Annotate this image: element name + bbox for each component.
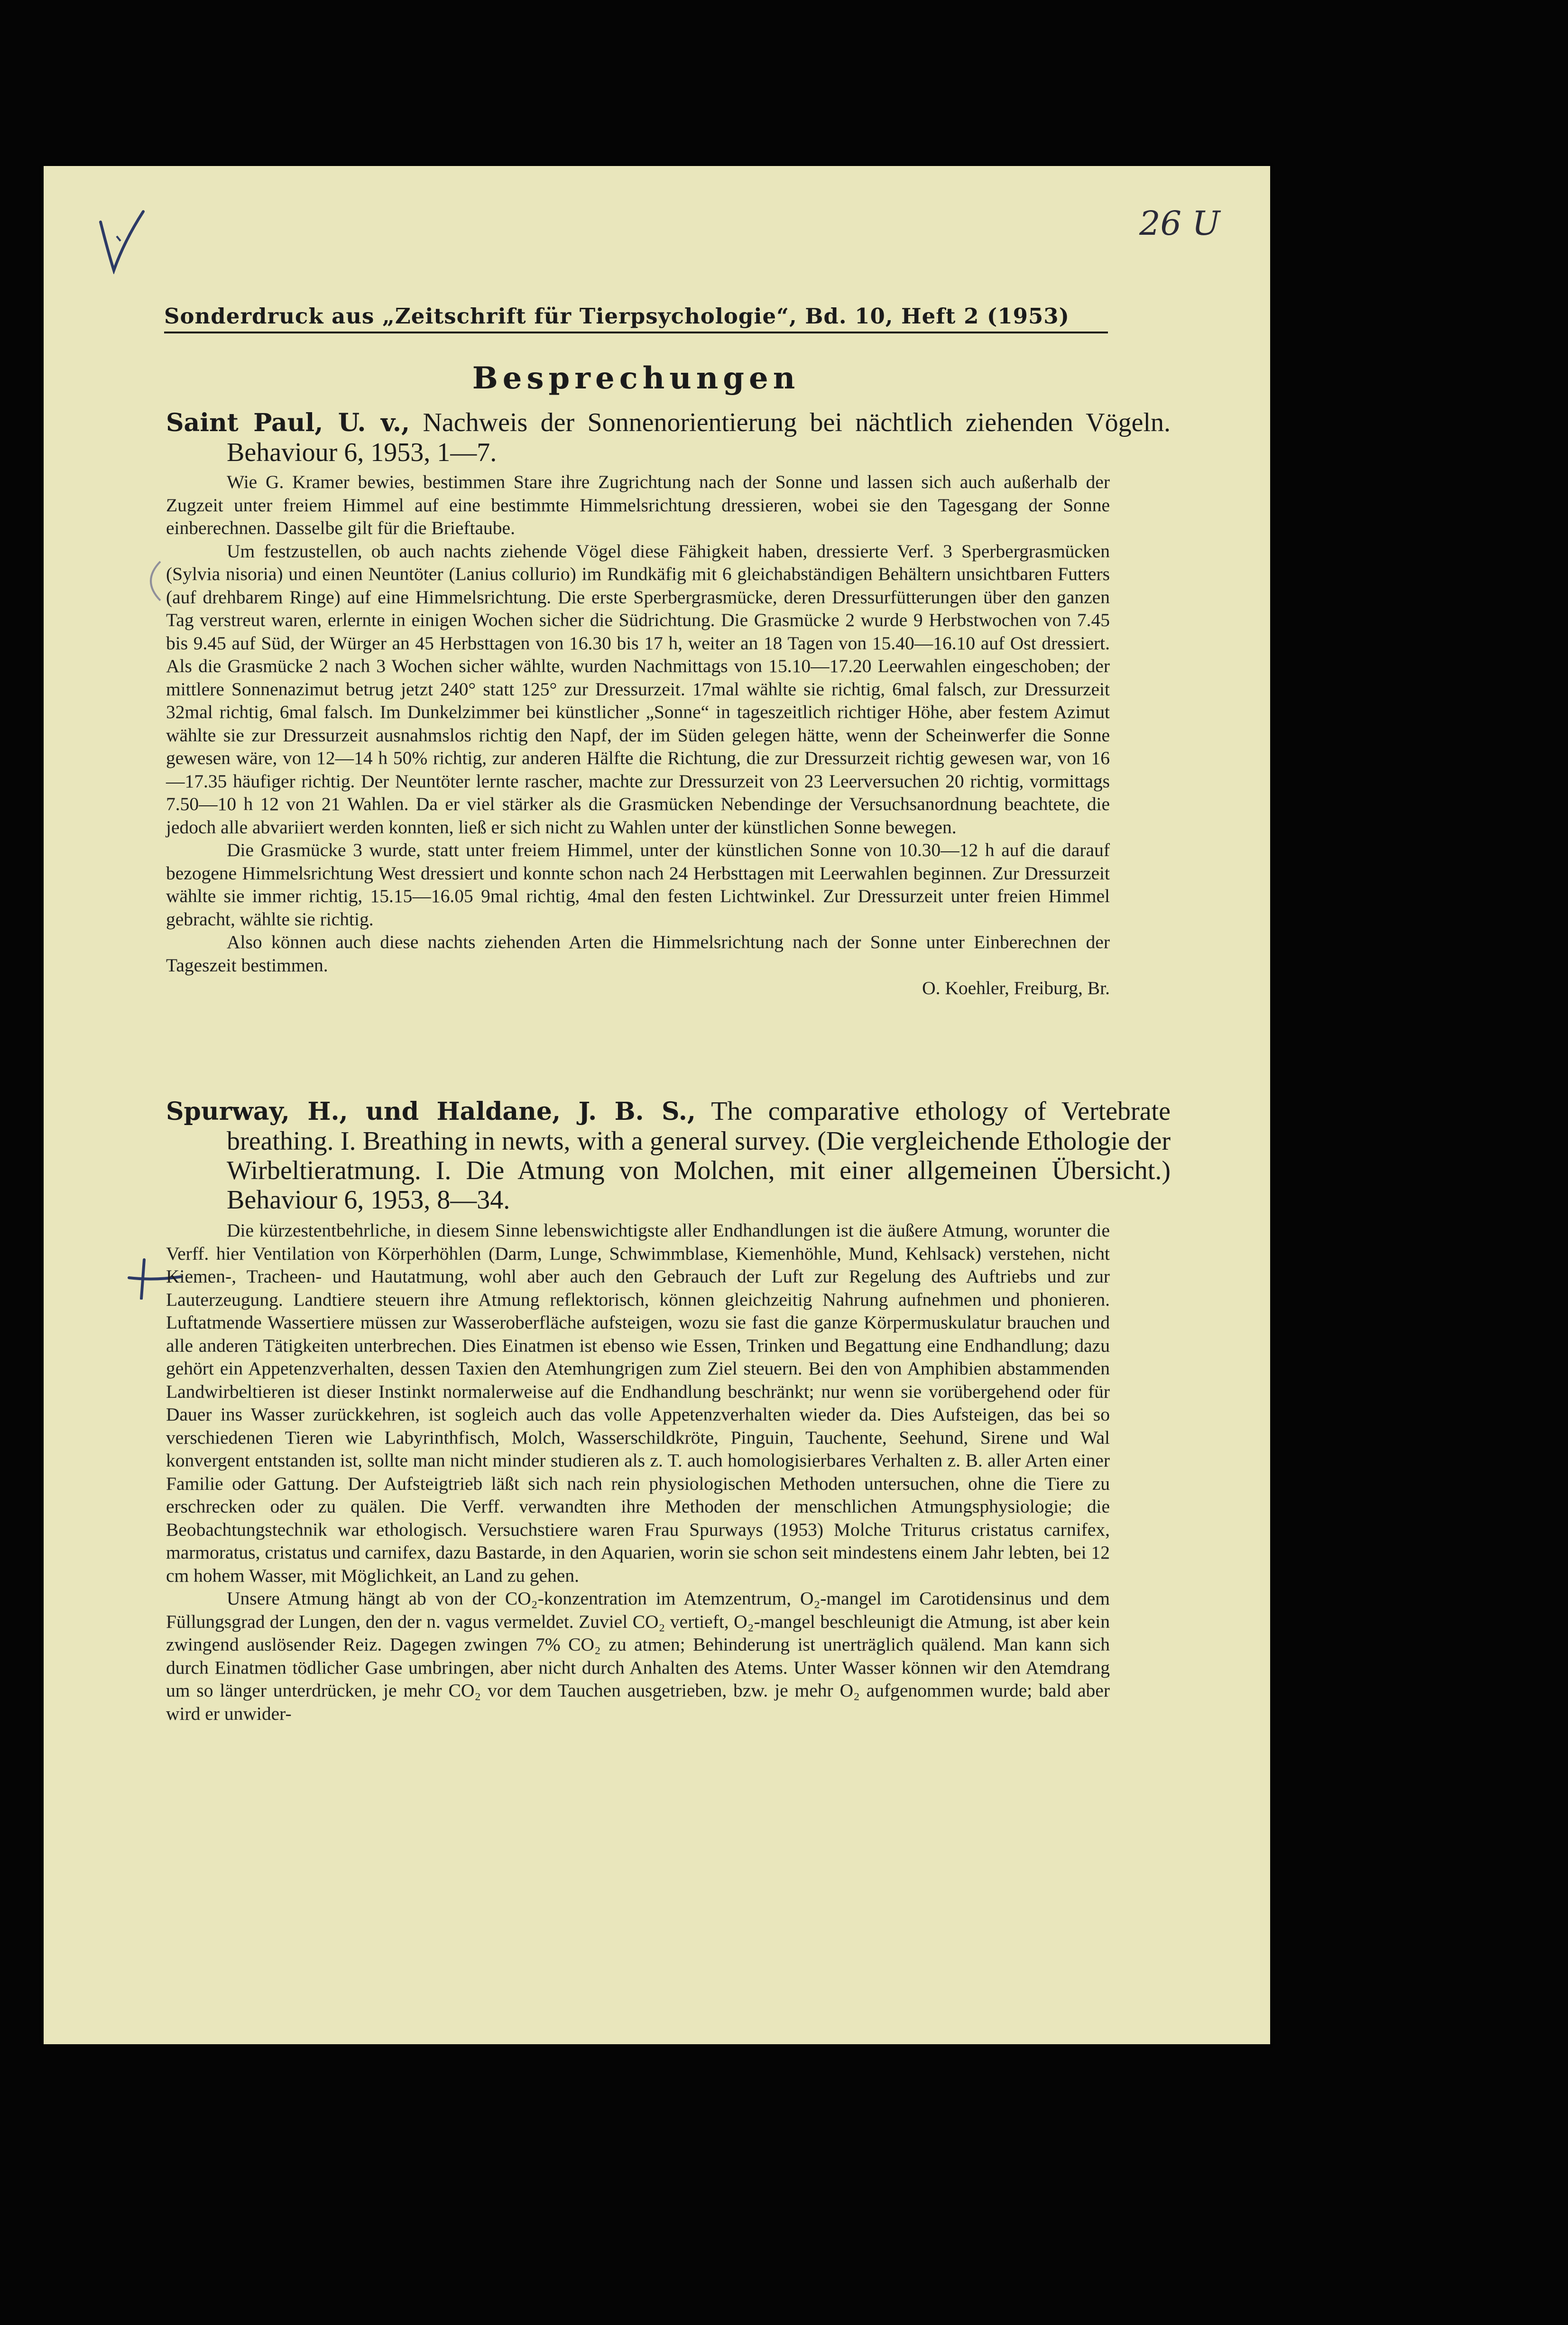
bracket-annotation: [137, 560, 165, 602]
review-1-paragraph: Wie G. Kramer bewies, bestimmen Stare ihre Zugrichtung nach der Sonne und lassen sich auch außerhalb der Zugzeit unter freiem Himmel auf eine bestimmte Himmelsrichtung dressieren, wobei sie den Tagesgang der Sonne einberechnen. Dasselbe gilt für die Brieftaube.: [166, 471, 1110, 538]
review-2-title: The comparative ethology of Vertebrate breathing. I. Breathing in newts, with a general survey. (Die vergleichende Ethologie der Wirbeltieratmung. I. Die Atmung von Molchen, mit einer allgemeinen Übersicht.) Behaviour 6, 1953, 8—34.: [227, 1097, 1171, 1215]
page-number-annotation: 26 U: [1139, 204, 1220, 243]
review-1-paragraph: Also können auch diese nachts ziehenden Arten die Himmelsrichtung nach der Sonne unter Einberechnen der Tageszeit bestimmen.: [166, 932, 1110, 976]
review-2-paragraph: Die kürzestentbehrliche, in diesem Sinne lebenswichtigste aller Endhandlungen ist die äußere Atmung, worunter die Verff. hier Ventilation von Körperhöhlen (Darm, Lunge, Schwimmblase, Kiemenhöhle, Mund, Kehlsack) verstehen, nicht Kiemen-, Tracheen- und Hautatmung, wohl aber auch den Gebrauch der Luft zur Regelung des Auftriebs und zur Lauterzeugung. Landtiere steuern ihre Atmung reflektorisch, können gleichzeitig Nahrung aufnehmen und phonieren. Luftatmende Wassertiere müssen zur Wasseroberfläche aufsteigen, wozu sie fast die ganze Körpermuskulatur brauchen und alle anderen Tätigkeiten unterbrechen. Dies Einatmen ist ebenso wie Essen, Trinken und Begattung eine Endhandlung; dazu gehört ein Appetenzverhalten, dessen Taxien den Atemhungrigen zum Ziel steuern. Bei den von Amphibien abstammenden Landwirbeltieren ist dieser Instinkt normalerweise auf die Endhandlung beschränkt; nur wenn sie vorübergehend oder für Dauer ins Wasser zurückkehren, ist sogleich auch das volle Appetenzverhalten wieder da. Dies Aufsteigen, das bei so verschiedenen Tieren wie Labyrinthfisch, Molch, Wasserschildkröte, Pinguin, Tauchente, Seehund, Sirene und Wal konvergent entstanden ist, sollte man nicht minder studieren als z. T. auch homologisierbares Verhalten z. B. aller Arten einer Familie oder Gattung. Der Aufsteigtrieb läßt sich nach rein physiologischen Methoden untersuchen, ohne die Tiere zu erschrecken oder zu quälen. Die Verff. verwandten ihre Methoden der menschlichen Atmungsphysiologie; die Beobachtungstechnik war ethologisch. Versuchstiere waren Frau Spurways (1953) Molche Triturus cristatus carnifex, marmoratus, cristatus und carnifex, dazu Bastarde, in den Aquarien, worin sie schon seit mindestens einem Jahr lebten, bei 12 cm hohem Wasser, mit Möglichkeit, an Land zu gehen.: [166, 1220, 1110, 1586]
review-1-title: Nachweis der Sonnenorientierung bei nächtlich ziehenden Vögeln. Behaviour 6, 1953, 1—7.: [227, 408, 1171, 467]
check-mark-annotation: [96, 208, 148, 274]
review-1-heading: [166, 408, 1171, 467]
section-heading: Besprechungen: [472, 360, 800, 396]
review-1-signature: O. Koehler, Freiburg, Br.: [922, 978, 1110, 998]
document-page: [44, 166, 1270, 2044]
review-2-heading: [166, 1097, 1171, 1215]
review-1-body: [166, 471, 1110, 1000]
review-2-authors: Spurway, H., und Haldane, J. B. S.,: [166, 1097, 696, 1126]
review-1-paragraph: Um festzustellen, ob auch nachts ziehende Vögel diese Fähigkeit haben, dressierte Verf. 3 Sperbergrasmücken (Sylvia nisoria) und einen Neuntöter (Lanius collurio) im Rundkäfig mit 6 gleichabständigen Behältern unsichtbaren Futters (auf drehbarem Ringe) auf eine Himmelsrichtung. Die erste Sperbergrasmücke, deren Dressurfütterungen über den ganzen Tag verstreut waren, erlernte in einigen Wochen sicher die Südrichtung. Die Grasmücke 2 wurde 9 Herbstwochen von 7.45 bis 9.45 auf Süd, der Würger an 45 Herbsttagen von 16.30 bis 17 h, weiter an 18 Tagen von 15.40—16.10 auf Ost dressiert. Als die Grasmücke 2 nach 3 Wochen sicher wählte, wurden Nachmittags von 15.10—17.20 Leerwahlen eingeschoben; der mittlere Sonnenazimut betrug jetzt 240° statt 125° zur Dressurzeit. 17mal wählte sie richtig, 6mal falsch, zur Dressurzeit 32mal richtig, 6mal falsch. Im Dunkelzimmer bei künstlicher „Sonne“ in tageszeitlich richtiger Höhe, aber festem Azimut wählte sie zur Dressurzeit ausnahmslos richtig den Napf, der im Süden gelegen hätte, wenn der Scheinwerfer die Sonne gewesen wäre, von 12—14 h 50% richtig, zur anderen Hälfte die Richtung, die zur Dressurzeit richtig gewesen war, von 16—17.35 häufiger richtig. Der Neuntöter lernte rascher, machte zur Dressurzeit von 23 Leerversuchen 20 richtig, vormittags 7.50—10 h 12 von 21 Wahlen. Da er viel stärker als die Grasmücken Nebendinge der Versuchsanordnung beachtete, die jedoch alle abvariiert werden konnten, ließ er sich nicht zu Wahlen unter der künstlichen Sonne bewegen.: [166, 540, 1110, 838]
review-2-body: [166, 1219, 1110, 1725]
review-2-paragraph: Unsere Atmung hängt ab von der CO₂-konzentration im Atemzentrum, O₂-mangel im Carotidensinus und dem Füllungsgrad der Lungen, den der n. vagus vermeldet. Zuviel CO₂ vertieft, O₂-mangel beschleunigt die Atmung, ist aber kein zwingend auslösender Reiz. Dagegen zwingen 7% CO₂ zu atmen; Behinderung ist unerträglich quälend. Man kann sich durch Einatmen tödlicher Gase umbringen, aber nicht durch Anhalten des Atems. Unter Wasser können wir den Atemdrang um so länger unterdrücken, je mehr CO₂ vor dem Tauchen ausgetrieben, bzw. je mehr O₂ aufgenommen wurde; bald aber wird er unwider-: [166, 1588, 1110, 1724]
review-1-authors: Saint Paul, U. v.,: [166, 408, 410, 437]
journal-reference: Sonderdruck aus „Zeitschrift für Tierpsychologie“, Bd. 10, Heft 2 (1953): [164, 304, 1108, 333]
review-1-paragraph: Die Grasmücke 3 wurde, statt unter freiem Himmel, unter der künstlichen Sonne von 10.30—12 h auf die darauf bezogene Himmelsrichtung West dressiert und konnte schon nach 24 Herbsttagen mit Leerwahlen beginnen. Zur Dressurzeit wählte sie immer richtig, 15.15—16.05 9mal richtig, 4mal den festen Lichtwinkel. Zur Dressurzeit unter freien Himmel gebracht, wählte sie richtig.: [166, 840, 1110, 930]
